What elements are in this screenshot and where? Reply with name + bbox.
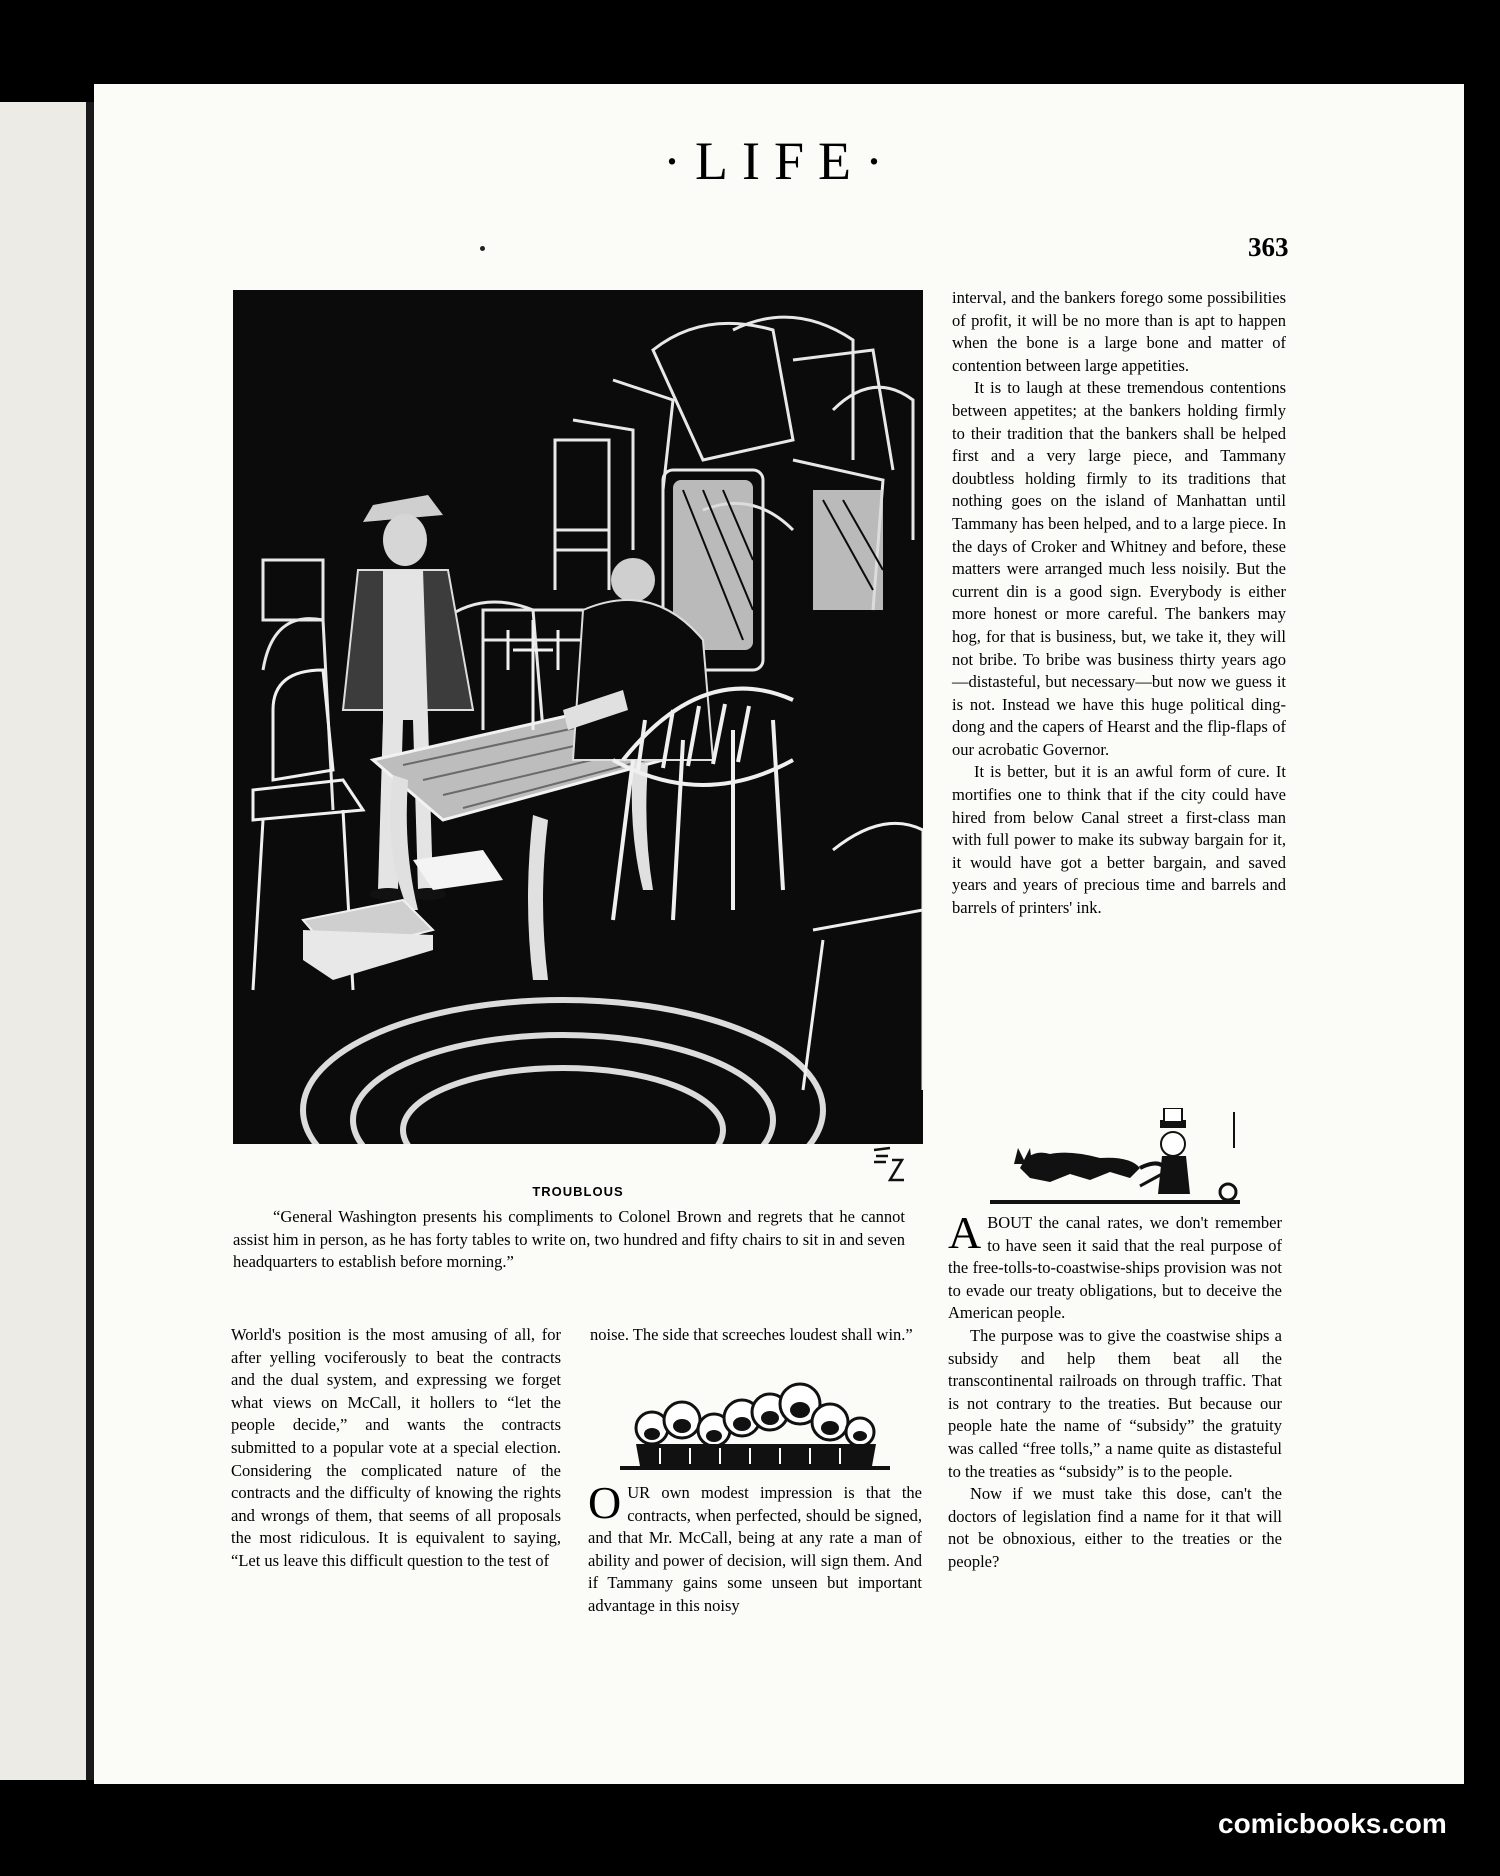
paragraph: Now if we must take this dose, can't the doctors of legislation find a name for it that will not be obnoxious, either to the treaties or the people? xyxy=(948,1484,1282,1571)
paragraph-body: UR own modest impression is that the contracts, when perfected, should be signed, and that Mr. McCall, being at any rate a man of ability and power of decision, will sign them. And if Tammany gains some unseen but important advantage in this noisy xyxy=(588,1483,922,1615)
page-number: 363 xyxy=(1248,232,1289,262)
column3-bottom-text xyxy=(948,1207,1282,1574)
site-watermark: comicbooks.com xyxy=(1218,1808,1447,1839)
illustration-caption-title: TROUBLOUS xyxy=(532,1184,624,1199)
masthead: ·LIFE· xyxy=(663,131,897,191)
paragraph: World's position is the most amusing of all, for after yelling vociferously to beat the contracts and the dual system, and expressing we forget what views on McCall, it hollers to “let the people decide,” and wants the contracts submitted to a popular vote at a special election. Considering the complicated nature of the contracts and the difficulty of knowing the rights and wrongs of them, that seems of all proposals the most ridiculous. It is equivalent to saying, “Let us leave this difficult question to the test of xyxy=(231,1325,561,1570)
cat-and-policeman-ornament xyxy=(990,1108,1250,1217)
paragraph: interval, and the bankers forego some possibilities of profit, it will be no more than is apt to happen when the bone is a large bone and matter of contention between large appetities. xyxy=(952,288,1286,375)
dropcap: A xyxy=(948,1207,982,1258)
column2-top-text xyxy=(590,1324,920,1347)
shouting-crowd-ornament xyxy=(610,1368,910,1485)
paragraph-body: BOUT the canal rates, we don't remember to have seen it said that the real purpose of the free-tolls-to-coastwise-ships provision was not to evade our treaty obligations, but to deceive the American people. xyxy=(948,1213,1282,1323)
illustration-caption: “General Washington presents his compliments to Colonel Brown and regrets that he cannot assist him in person, as he has forty tables to write on, two hundred and fifty chairs to sit in and seven headquarters to establish before morning.” xyxy=(233,1207,905,1271)
column2-bottom-text xyxy=(588,1477,922,1618)
page-gutter xyxy=(86,102,94,1780)
left-facing-page xyxy=(0,102,86,1780)
decorative-dot xyxy=(480,246,485,251)
dropcap: O xyxy=(588,1477,622,1528)
cartoon-illustration xyxy=(233,290,923,1144)
column3-top-text xyxy=(952,287,1286,920)
paragraph: It is better, but it is an awful form of cure. It mortifies one to think that if the city could have hired from below Canal street a first-class man with full power to make its subway bargain for it, it would have got a better bargain, and saved years and years of precious time and barrels and barrels of printers' ink. xyxy=(952,762,1286,918)
paragraph: noise. The side that screeches loudest shall win.” xyxy=(590,1325,913,1344)
paragraph xyxy=(948,1207,1282,1325)
paragraph xyxy=(588,1477,922,1618)
paragraph: The purpose was to give the coastwise ships a subsidy and help them beat all the transcontinental railroads on through traffic. That is not contrary to the treaties. But because our people hate the name of “subsidy” the gratuity was called “free tolls,” a name quite as distasteful to the treaties as “subsidy” is to the people. xyxy=(948,1325,1282,1481)
paragraph: It is to laugh at these tremendous contentions between appetites; at the bankers holding firmly to their tradition that the bankers shall be helped first and a very large piece, and Tammany doubtless holding firmly to its traditions that nothing goes on the island of Manhattan until Tammany has been helped, and to a large piece. In the days of Croker and Whitney and before, these matters were arranged much less noisily. But the current din is a good sign. Everybody is either more honest or more careful. The bankers may hog, for that is business, but, we take it, they will not bribe. To bribe was business thirty years ago—distasteful, but necessary—but now we guess it is not. Instead we have this huge political ding-dong and the capers of Hearst and the flip-flaps of our acrobatic Governor. xyxy=(952,378,1286,759)
column1-text xyxy=(231,1324,561,1573)
